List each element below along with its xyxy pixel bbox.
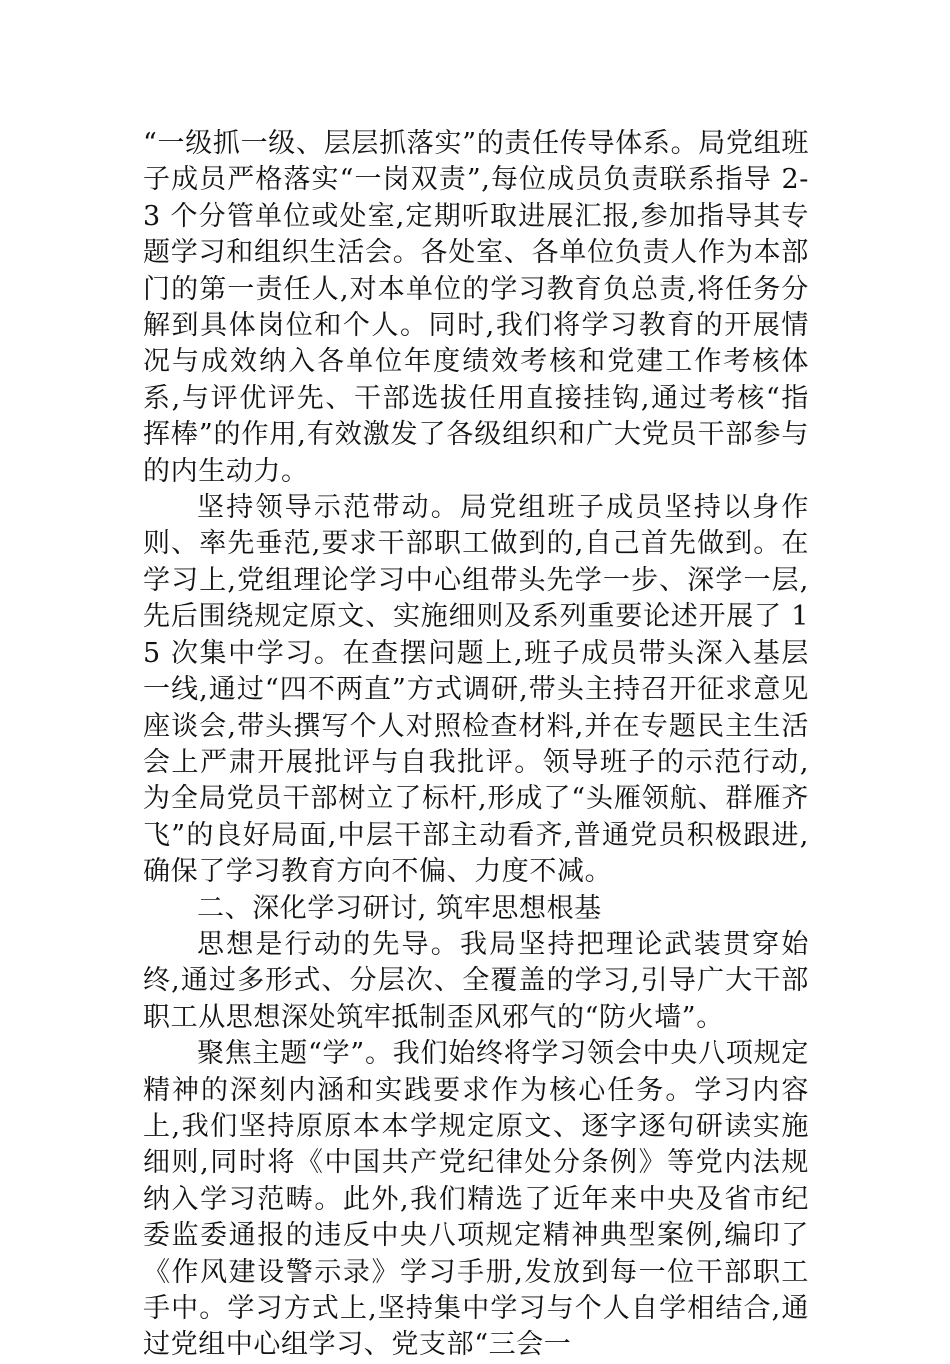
- paragraph-theory-study: 思想是行动的先导。我局坚持把理论武装贯穿始终,通过多形式、分层次、全覆盖的学习,引导广大干部职工从思想深处筑牢抵制歪风邪气的“防火墙”。: [143, 928, 809, 1033]
- paragraph-leadership-example: 坚持领导示范带动。局党组班子成员坚持以身作则、率先垂范,要求干部职工做到的,自己首先做到。在学习上,党组理论学习中心组带头先学一步、深学一层,先后围绕规定原文、实施细则及系列重要论述开展了 15 次集中学习。在查摆问题上,班子成员带头深入基层一线,通过“四不两直”方式调研,带头主持召开征求意见座谈会,带头撰写个人对照检查材料,并在专题民主生活会上严肃开展批评与自我批评。领导班子的示范行动,为全局党员干部树立了标杆,形成了“头雁领航、群雁齐飞”的良好局面,中层干部主动看齐,普通党员积极跟进,确保了学习教育方向不偏、力度不减。: [143, 492, 809, 888]
- paragraph-focus-study: 聚焦主题“学”。我们始终将学习领会中央八项规定精神的深刻内涵和实践要求作为核心任务。学习内容上,我们坚持原原本本学规定原文、逐字逐句研读实施细则,同时将《中国共产党纪律处分条例》等党内法规纳入学习范畴。此外,我们精选了近年来中央及省市纪委监委通报的违反中央八项规定精神典型案例,编印了《作风建设警示录》学习手册,发放到每一位干部职工手中。学习方式上,坚持集中学习与个人自学相结合,通过党组中心组学习、党支部“三会一: [143, 1038, 809, 1361]
- document-body: [143, 126, 809, 1364]
- continued-paragraph: “一级抓一级、层层抓落实”的责任传导体系。局党组班子成员严格落实“一岗双责”,每位成员负责联系指导 2-3 个分管单位或处室,定期听取进展汇报,参加指导其专题学习和组织生活会。各处室、各单位负责人作为本部门的第一责任人,对本单位的学习教育负总责,将任务分解到具体岗位和个人。同时,我们将学习教育的开展情况与成效纳入各单位年度绩效考核和党建工作考核体系,与评优评先、干部选拔任用直接挂钩,通过考核“指挥棒”的作用,有效激发了各级组织和广大党员干部参与的内生动力。: [143, 128, 809, 487]
- section-heading: 二、深化学习研讨, 筑牢思想根基: [197, 892, 602, 924]
